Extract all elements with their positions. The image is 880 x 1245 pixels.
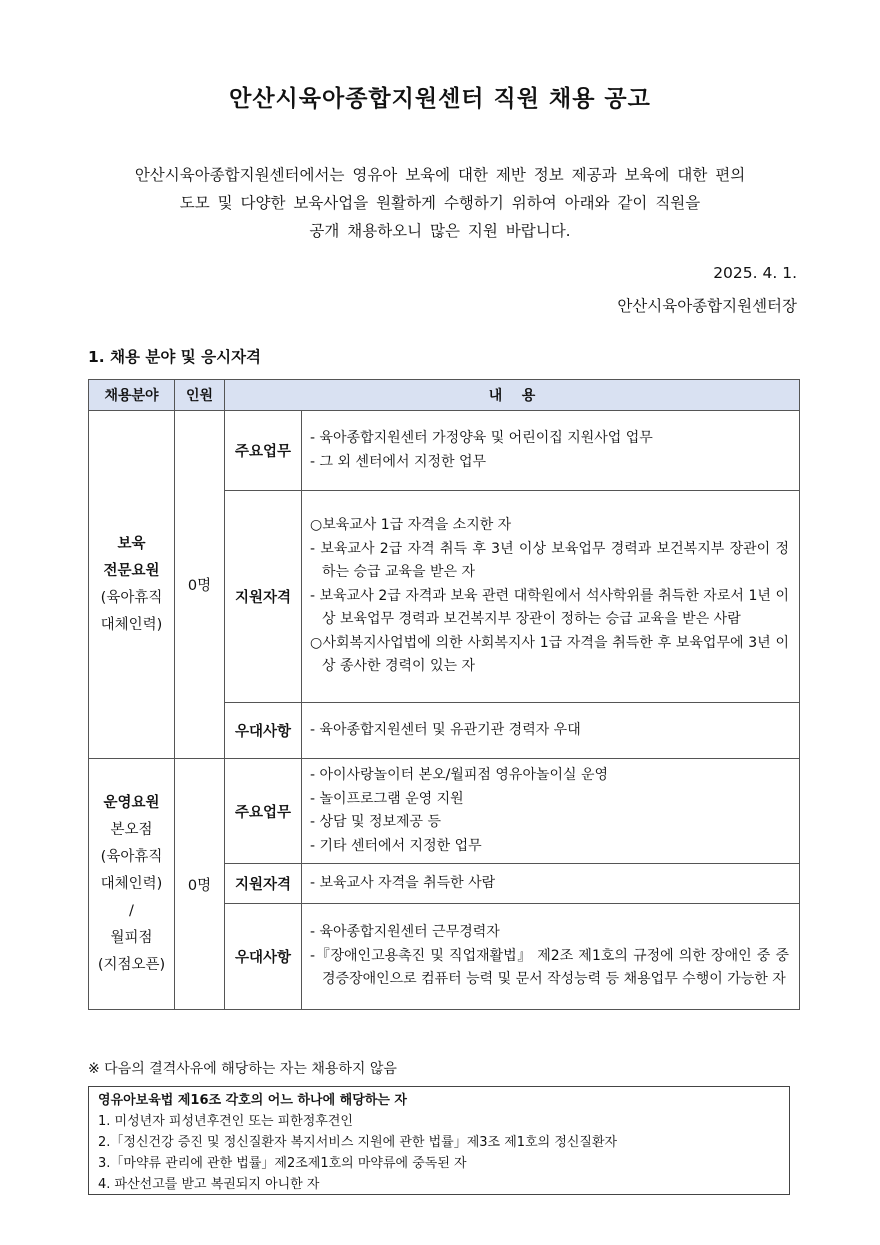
section-title: 1. 채용 분야 및 응시자격	[88, 348, 262, 366]
category-line: 운영요원	[103, 794, 160, 811]
list-item: 3.「마약류 관리에 관한 법률」제2조제1호의 마약류에 중독된 자	[98, 1156, 467, 1171]
list-item: ○보육교사 1급 자격을 소지한 자	[310, 517, 512, 534]
category-line: 보육	[117, 535, 146, 552]
list-item: - 육아종합지원센터 및 유관기관 경력자 우대	[310, 721, 581, 738]
count-cell: 0명	[175, 411, 225, 759]
qual-label: 지원자격	[225, 864, 302, 904]
page-title: 안산시육아종합지원센터 직원 채용 공고	[229, 86, 651, 112]
category-cell	[89, 759, 175, 1010]
pref-content	[302, 703, 800, 759]
list-item: ○사회복지사업법에 의한 사회복지사 1급 자격을 취득한 후 보육업무에 3년 이상 종사한 경력이 있는 자	[310, 634, 790, 675]
recruitment-table	[88, 379, 800, 1010]
list-item: - 기타 센터에서 지정한 업무	[310, 837, 482, 854]
disqualification-note: ※ 다음의 결격사유에 해당하는 자는 채용하지 않음	[88, 1061, 397, 1077]
duties-content	[302, 759, 800, 864]
category-cell	[89, 411, 175, 759]
signer: 안산시육아종합지원센터장	[617, 297, 797, 315]
category-line: 대체인력)	[100, 616, 163, 633]
category-line: (지점오픈)	[97, 956, 166, 973]
table-row	[89, 411, 800, 491]
disqualification-box	[88, 1086, 790, 1195]
list-item: - 육아종합지원센터 근무경력자	[310, 924, 500, 941]
category-line: (육아휴직	[100, 848, 163, 865]
list-item: 4. 파산선고를 받고 복권되지 아니한 자	[98, 1177, 320, 1192]
header-field: 채용분야	[89, 380, 175, 411]
category-line: 전문요원	[103, 562, 160, 579]
intro-line: 안산시육아종합지원센터에서는 영유아 보육에 대한 제반 정보 제공과 보육에 대한 편의	[134, 166, 746, 184]
table-row	[89, 759, 800, 864]
disqualification-heading: 영유아보육법 제16조 각호의 어느 하나에 해당하는 자	[98, 1093, 407, 1108]
pref-label: 우대사항	[225, 703, 302, 759]
list-item: - 보육교사 2급 자격과 보육 관련 대학원에서 석사학위를 취득한 자로서 1년 이상 보육업무 경력과 보건복지부 장관이 정하는 승급 교육을 받은 사람	[310, 587, 790, 628]
count-cell: 0명	[175, 759, 225, 1010]
qual-label: 지원자격	[225, 491, 302, 703]
list-item: 1. 미성년자 피성년후견인 또는 피한정후견인	[98, 1114, 353, 1129]
qual-content	[302, 864, 800, 904]
list-item: -『장애인고용촉진 및 직업재활법』 제2조 제1호의 규정에 의한 장애인 중 중경증장애인으로 컴퓨터 능력 및 문서 작성능력 등 채용업무 수행이 가능한 자	[310, 947, 790, 988]
intro-line: 도모 및 다양한 보육사업을 원활하게 수행하기 위하여 아래와 같이 직원을	[179, 194, 701, 212]
list-item: - 그 외 센터에서 지정한 업무	[310, 453, 487, 470]
list-item: - 상담 및 정보제공 등	[310, 814, 442, 830]
table-header-row	[89, 380, 800, 411]
list-item: - 놀이프로그램 운영 지원	[310, 790, 464, 807]
list-item: - 보육교사 2급 자격 취득 후 3년 이상 보육업무 경력과 보건복지부 장관이 정하는 승급 교육을 받은 자	[310, 540, 790, 581]
header-content: 내 용	[225, 380, 800, 411]
category-line: 본오점	[110, 821, 153, 838]
pref-label: 우대사항	[225, 904, 302, 1010]
intro-paragraph	[60, 161, 820, 245]
qual-content	[302, 491, 800, 703]
intro-line: 공개 채용하오니 많은 지원 바랍니다.	[309, 222, 571, 240]
list-item: - 육아종합지원센터 가정양육 및 어린이집 지원사업 업무	[310, 430, 653, 446]
list-item: - 보육교사 자격을 취득한 사람	[310, 874, 496, 891]
category-line: /	[129, 902, 134, 919]
duties-label: 주요업무	[225, 411, 302, 491]
pref-content	[302, 904, 800, 1010]
notice-date: 2025. 4. 1.	[713, 264, 797, 282]
duties-label: 주요업무	[225, 759, 302, 864]
category-line: (육아휴직	[100, 589, 163, 606]
category-line: 월피점	[110, 929, 153, 946]
duties-content	[302, 411, 800, 491]
list-item: 2.「정신건강 증진 및 정신질환자 복지서비스 지원에 관한 법률」제3조 제1호의 정신질환자	[98, 1135, 618, 1150]
header-count: 인원	[175, 380, 225, 411]
list-item: - 아이사랑놀이터 본오/월피점 영유아놀이실 운영	[310, 767, 609, 783]
category-line: 대체인력)	[100, 875, 163, 892]
